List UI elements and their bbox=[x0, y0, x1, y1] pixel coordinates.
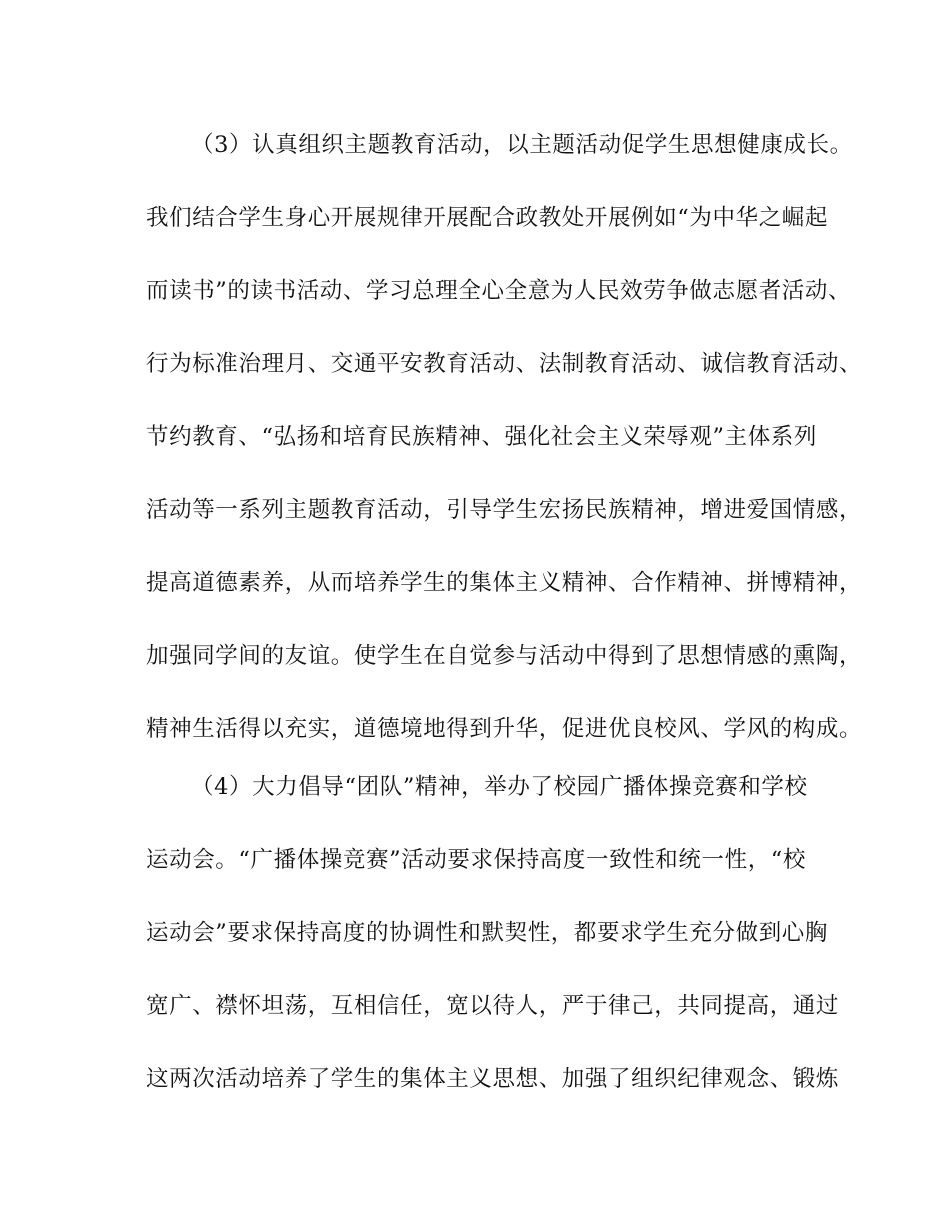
paragraph-3-line-9: 精神生活得以充实，道德境地得到升华，促进优良校风、学风的构成。 bbox=[146, 716, 863, 742]
paragraph-3-line-5: 节约教育、“弘扬和培育民族精神、强化社会主义荣辱观”主体系列 bbox=[146, 424, 818, 450]
paragraph-4-line-5: 这两次活动培养了学生的集体主义思想、加强了组织纪律观念、锻炼 bbox=[146, 1066, 840, 1092]
paragraph-4-line-2: 运动会。“广播体操竞赛”活动要求保持高度一致性和统一性，“校 bbox=[146, 847, 807, 873]
paragraph-3-line-6: 活动等一系列主题教育活动，引导学生宏扬民族精神，增进爱国情感， bbox=[146, 497, 863, 523]
paragraph-3-line-4: 行为标准治理月、交通平安教育活动、法制教育活动、诚信教育活动、 bbox=[146, 351, 863, 377]
paragraph-4-line-4: 宽广、襟怀坦荡，互相信任，宽以待人，严于律己，共同提高，通过 bbox=[146, 993, 840, 1019]
paragraph-3-line-8: 加强同学间的友谊。使学生在自觉参与活动中得到了思想情感的熏陶， bbox=[146, 643, 863, 669]
paragraph-3-line-7: 提高道德素养，从而培养学生的集体主义精神、合作精神、拼博精神， bbox=[146, 570, 863, 596]
paragraph-3-line-3: 而读书”的读书活动、学习总理全心全意为人民效劳争做志愿者活动、 bbox=[146, 278, 852, 304]
paragraph-4-line-3: 运动会”要求保持高度的协调性和默契性，都要求学生充分做到心胸 bbox=[146, 920, 829, 946]
paragraph-3-line-2: 我们结合学生身心开展规律开展配合政教处开展例如“为中华之崛起 bbox=[146, 205, 829, 231]
paragraph-3-line-1: （3）认真组织主题教育活动，以主题活动促学生思想健康成长。 bbox=[191, 132, 853, 158]
paragraph-4-line-1: （4）大力倡导“团队”精神，举办了校园广播体操竞赛和学校 bbox=[191, 774, 808, 800]
